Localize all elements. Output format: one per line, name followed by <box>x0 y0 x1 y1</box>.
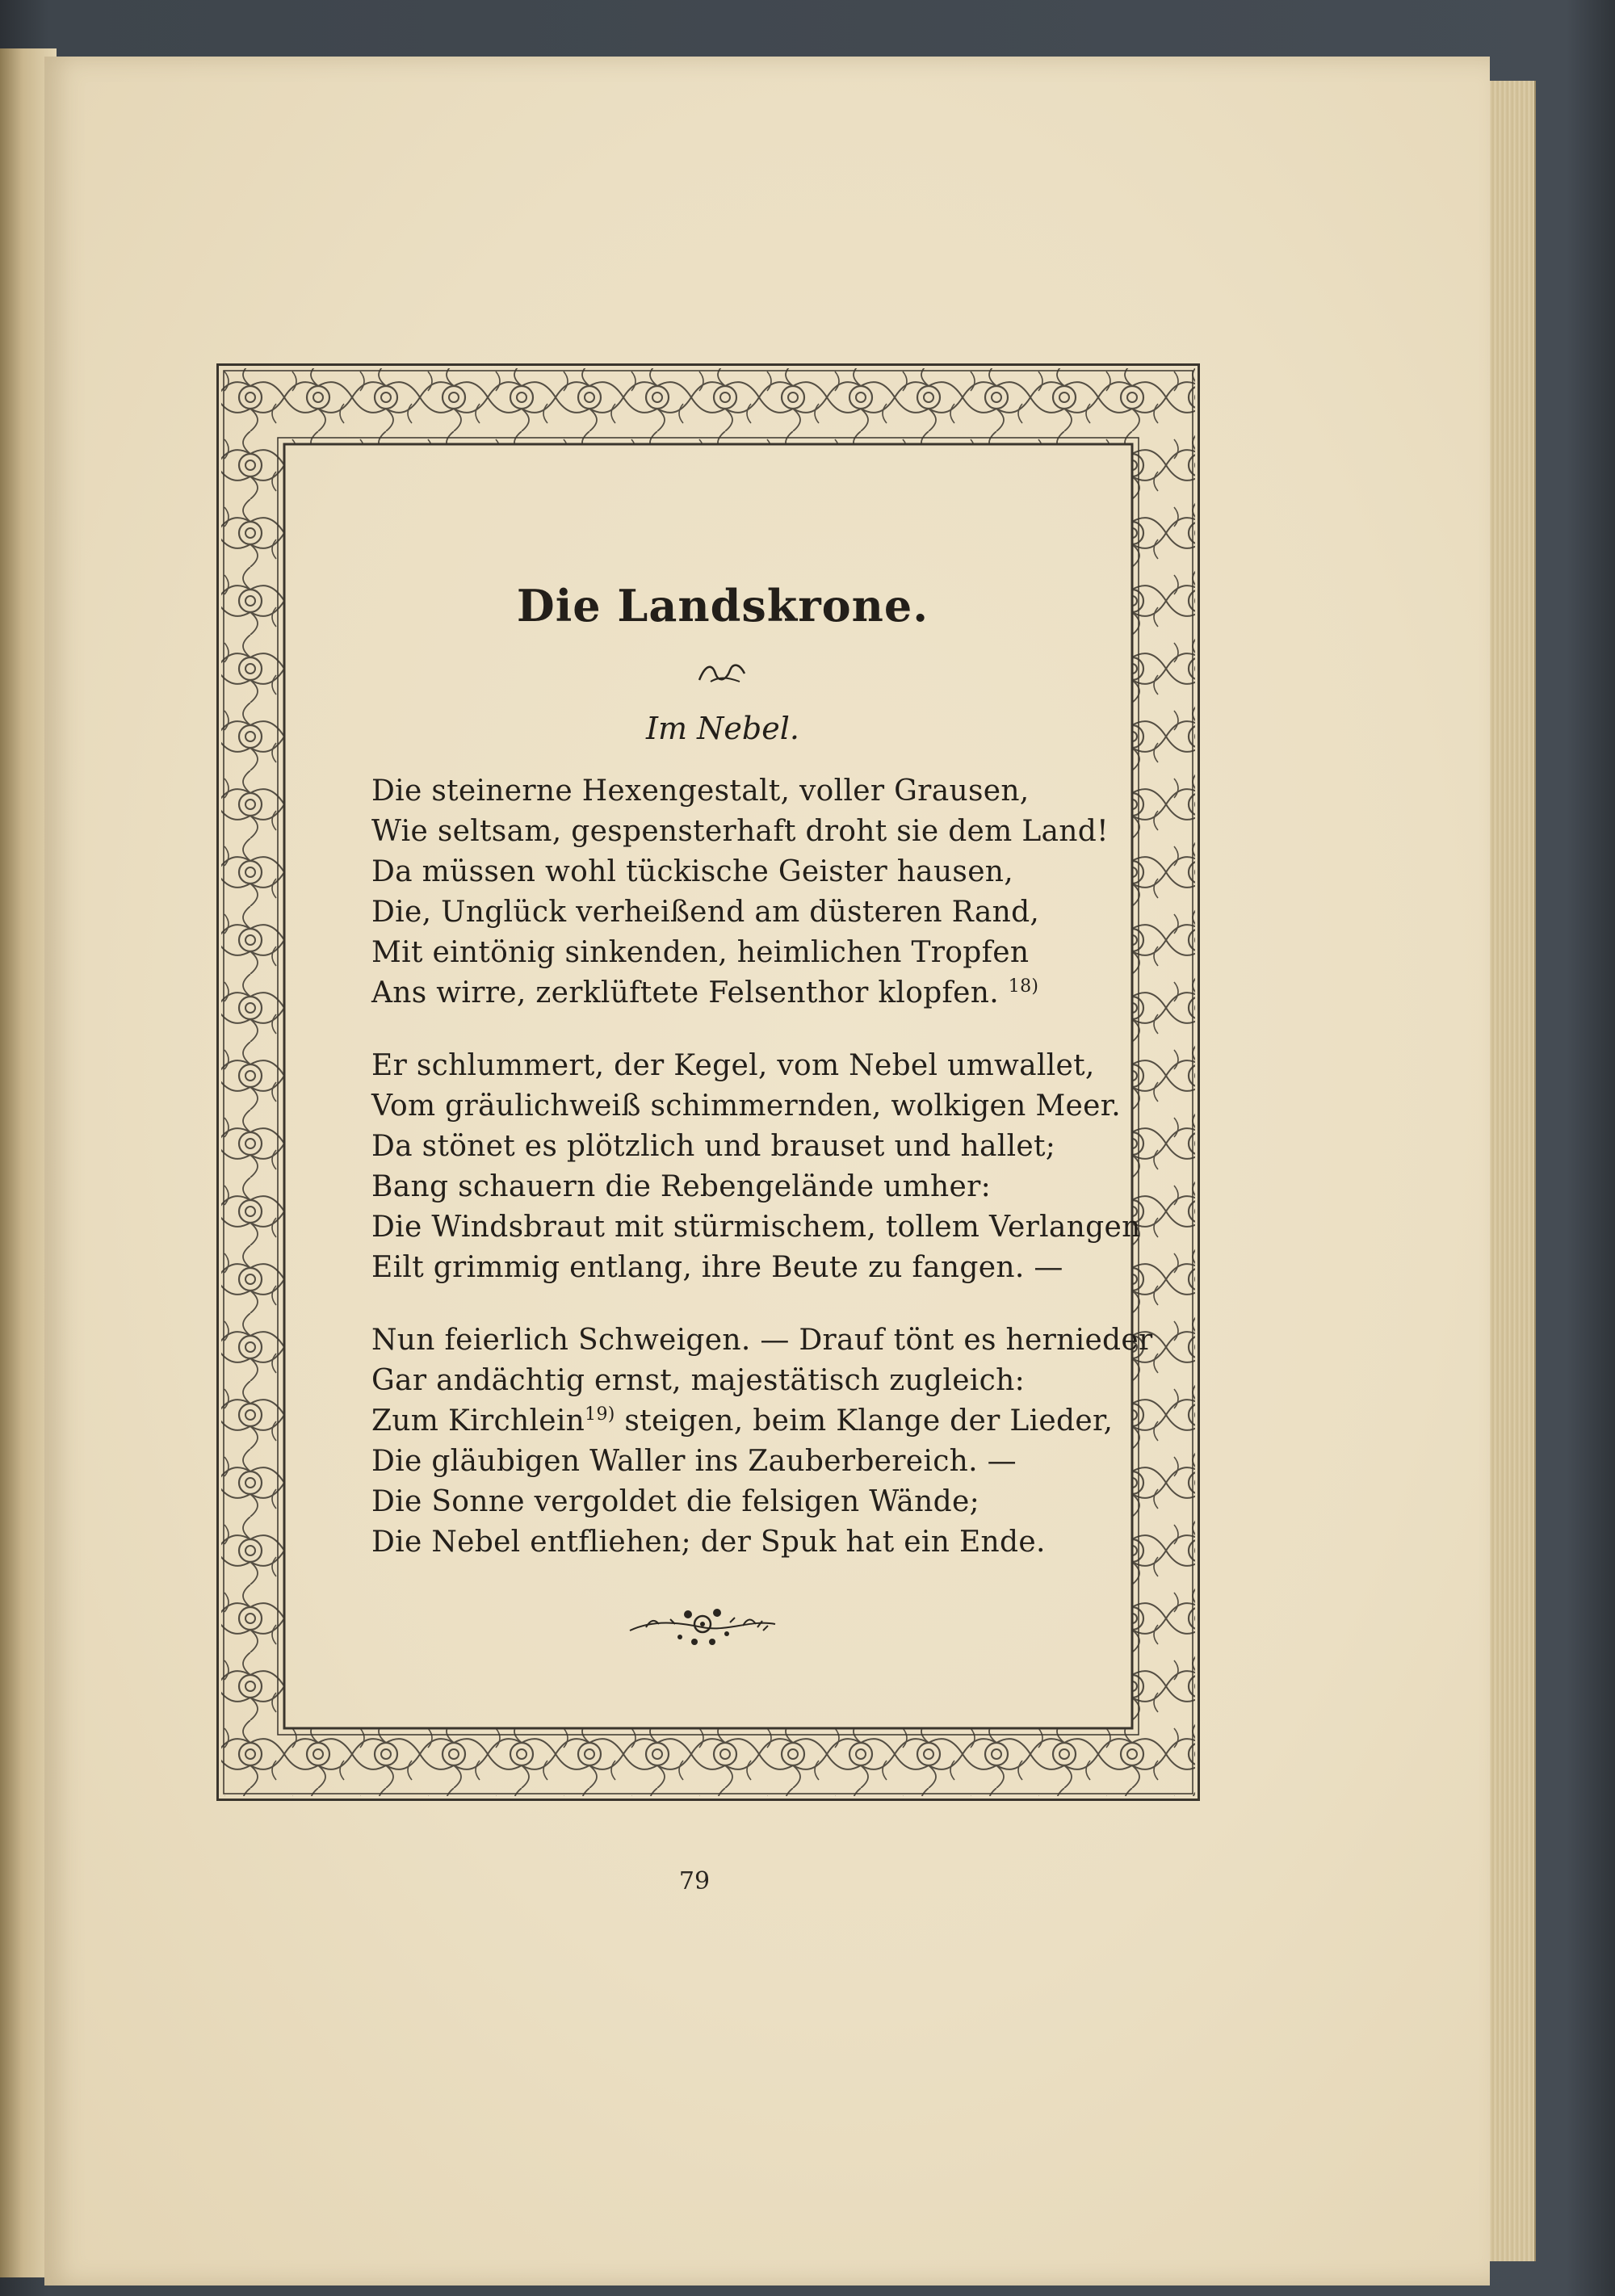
floral-end-ornament <box>622 1595 783 1660</box>
verse-text: Die gläubigen Waller ins Zauberbereich. — <box>371 1445 1017 1478</box>
stanza-1 <box>371 771 1109 1014</box>
verse-line <box>371 892 1082 933</box>
stanza-2 <box>371 1046 1141 1288</box>
footnote-marker: 18) <box>1008 976 1039 997</box>
title-flourish-ornament <box>694 656 751 688</box>
verse-text: Die steinerne Hexengestalt, voller Grausen, <box>371 774 1030 808</box>
verse-line <box>371 771 1082 812</box>
footnote-marker: 19) <box>585 1404 615 1425</box>
verse-line <box>371 1086 1122 1127</box>
verse-text: Ans wirre, zerklüftete Felsenthor klopfen. <box>371 976 1000 1009</box>
verse-text: Vom gräulichweiß schimmernden, wolkigen Meer. <box>371 1089 1122 1123</box>
verse-line <box>371 1482 1082 1522</box>
page-number: 79 <box>678 1867 711 1895</box>
verse-text: Wie seltsam, gespensterhaft droht sie dem Land! <box>371 815 1109 848</box>
stanza-3 <box>371 1320 1153 1563</box>
verse-text: Da stönet es plötzlich und brauset und hallet; <box>371 1130 1056 1163</box>
verse-line <box>371 1046 1095 1086</box>
verse-line <box>371 1248 1082 1288</box>
verse-text: Die, Unglück verheißend am düsteren Rand, <box>371 896 1040 929</box>
verse-text: steigen, beim Klange der Lieder, <box>615 1404 1114 1438</box>
verse-line <box>371 973 1082 1014</box>
verse-line <box>371 1522 1082 1563</box>
verse-line <box>371 1401 1114 1442</box>
verse-text: Die Nebel entfliehen; der Spuk hat ein Ende. <box>371 1526 1046 1559</box>
page-stack-edge <box>1486 81 1536 2261</box>
verse-line <box>371 1127 1082 1167</box>
verse-text: Zum Kirchlein <box>371 1404 585 1438</box>
poem-subtitle: Im Nebel. <box>646 711 799 746</box>
verse-line <box>371 1361 1082 1401</box>
verse-line <box>371 852 1082 892</box>
verse-text: Mit eintönig sinkenden, heimlichen Tropfen <box>371 936 1030 969</box>
verse-text: Die Windsbraut mit stürmischem, tollem Verlangen <box>371 1211 1141 1244</box>
verse-line <box>371 812 1109 852</box>
verse-text: Gar andächtig ernst, majestätisch zugleich: <box>371 1364 1025 1397</box>
verse-line <box>371 1320 1153 1361</box>
verse-text: Nun feierlich Schweigen. — Drauf tönt es hernieder <box>371 1324 1153 1357</box>
verse-text: Eilt grimmig entlang, ihre Beute zu fangen. — <box>371 1251 1063 1284</box>
verse-line <box>371 1442 1082 1482</box>
verse-line <box>371 1207 1141 1248</box>
verse-line <box>371 933 1082 973</box>
poem-title: Die Landskrone. <box>516 580 929 632</box>
verse-text: Er schlummert, der Kegel, vom Nebel umwallet, <box>371 1049 1095 1082</box>
verse-text: Bang schauern die Rebengelände umher: <box>371 1170 992 1203</box>
verse-line <box>371 1167 1082 1207</box>
verse-text: Da müssen wohl tückische Geister hausen, <box>371 855 1014 888</box>
verse-text: Die Sonne vergoldet die felsigen Wände; <box>371 1485 980 1518</box>
